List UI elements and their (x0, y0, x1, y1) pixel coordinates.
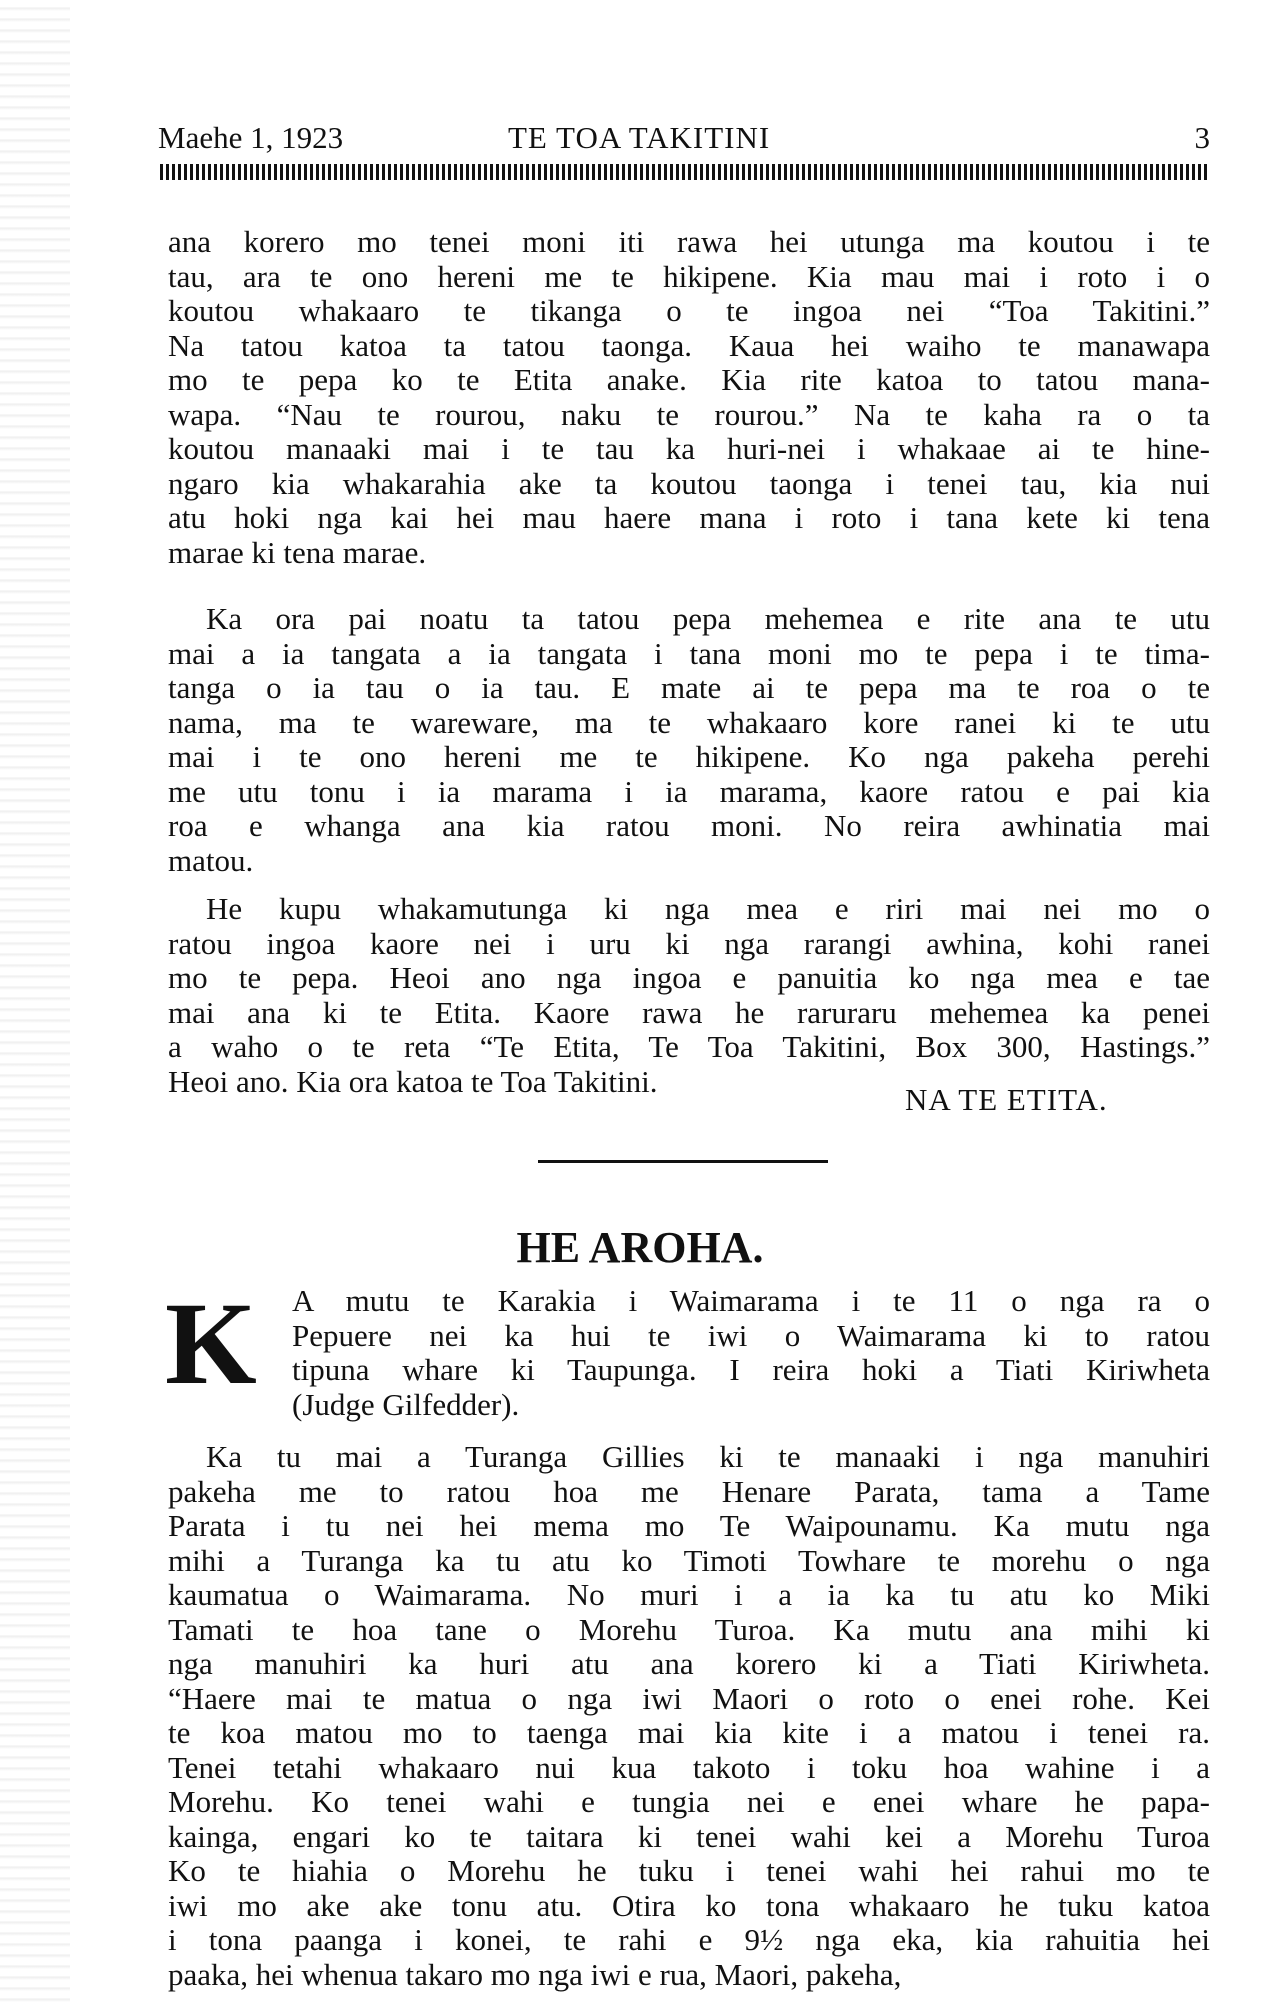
text-line: kaumatua o Waimarama. No muri i a ia ka tu atu ko Miki (168, 1577, 1210, 1612)
text-line: mihi a Turanga ka tu atu ko Timoti Towhare te morehu o nga (168, 1542, 1210, 1578)
text-line: atu hoki nga kai hei mau haere mana i roto i tana kete ki tena (168, 500, 1210, 535)
editorial-paragraph-2 (168, 602, 1210, 878)
text-line: Ka ora pai noatu ta tatou pepa mehemea e rite ana te utu (206, 601, 1210, 636)
text-line: tanga o ia tau o ia tau. E mate ai te pepa ma te roa o te (168, 670, 1210, 705)
text-line: mai a ia tangata a ia tangata i tana moni mo te pepa i te tima- (168, 635, 1210, 671)
text-line: Ka tu mai a Turanga Gillies ki te manaaki i nga manuhiri (206, 1439, 1210, 1474)
text-line: Ko te hiahia o Morehu he tuku i tenei wahi hei rahui mo te (168, 1853, 1210, 1888)
text-line: matou. (168, 842, 254, 878)
text-line: koutou manaaki mai i te tau ka huri-nei i whakaae ai te hine- (168, 431, 1210, 466)
text-line: mai ana ki te Etita. Kaore rawa he raruraru mehemea ka penei (168, 994, 1210, 1030)
text-line: Na tatou katoa ta tatou taonga. Kaua hei waiho te manawapa (168, 327, 1210, 363)
text-line: ratou ingoa kaore nei i uru ki nga rarangi awhina, kohi ranei (168, 925, 1210, 961)
text-line: me utu tonu i ia marama i ia marama, kaore ratou e pai kia (168, 773, 1210, 809)
text-line: mo te pepa ko te Etita anake. Kia rite katoa to tatou mana- (168, 362, 1210, 397)
scan-edge (0, 0, 70, 2009)
text-line: kainga, engari ko te taitara ki tenei wahi kei a Morehu Turoa (168, 1818, 1210, 1854)
text-line: nga manuhiri ka huri atu ana korero ki a Tiati Kiriwheta. (168, 1646, 1210, 1681)
article-paragraph-1 (292, 1284, 1210, 1422)
text-line: Parata i tu nei hei mema mo Te Waipounamu. Ka mutu nga (168, 1508, 1210, 1543)
text-line: koutou whakaaro te tikanga o te ingoa nei “Toa Takitini.” (168, 293, 1210, 328)
text-line: Heoi ano. Kia ora katoa te Toa Takitini. (168, 1063, 658, 1099)
text-line: mai i te ono hereni me te hikipene. Ko nga pakeha perehi (168, 739, 1210, 774)
text-line: ngaro kia whakarahia ake ta koutou taonga i tenei tau, kia nui (168, 465, 1210, 501)
text-line: ana korero mo tenei moni iti rawa hei utunga ma koutou i te (168, 224, 1210, 259)
text-line: Tenei tetahi whakaaro nui kua takoto i toku hoa wahine i a (168, 1749, 1210, 1785)
text-line: mo te pepa. Heoi ano nga ingoa e panuitia ko nga mea e tae (168, 960, 1210, 995)
text-line: “Haere mai te matua o nga iwi Maori o roto o enei rohe. Kei (168, 1680, 1210, 1716)
text-line: roa e whanga ana kia ratou moni. No reira awhinatia mai (168, 808, 1210, 843)
text-line: He kupu whakamutunga ki nga mea e riri mai nei mo o (206, 891, 1210, 926)
editorial-paragraph-1 (168, 225, 1210, 570)
text-line: paaka, hei whenua takaro mo nga iwi e rua, Maori, pakeha, (168, 1956, 902, 1992)
text-line: pakeha me to ratou hoa me Henare Parata, tama a Tame (168, 1473, 1210, 1509)
text-line: A mutu te Karakia i Waimarama i te 11 o nga ra o (292, 1283, 1210, 1318)
issue-date: Maehe 1, 1923 (158, 120, 344, 155)
text-line: Tamati te hoa tane o Morehu Turoa. Ka mutu ana mihi ki (168, 1611, 1210, 1647)
page-number: 3 (1194, 120, 1210, 155)
text-line: a waho o te reta “Te Etita, Te Toa Takitini, Box 300, Hastings.” (168, 1029, 1210, 1064)
article-paragraph-2 (168, 1440, 1210, 1992)
ornamental-rule (160, 164, 1208, 180)
editorial-paragraph-3 (168, 892, 1210, 1099)
text-line: iwi mo ake ake tonu atu. Otira ko tona whakaaro he tuku katoa (168, 1887, 1210, 1923)
text-line: tipuna whare ki Taupunga. I reira hoki a Tiati Kiriwheta (292, 1352, 1210, 1387)
drop-cap: K (165, 1278, 257, 1409)
text-line: Pepuere nei ka hui te iwi o Waimarama ki to ratou (292, 1317, 1210, 1353)
text-line: Morehu. Ko tenei wahi e tungia nei e enei whare he papa- (168, 1784, 1210, 1819)
text-line: nama, ma te wareware, ma te whakaaro kore ranei ki te utu (168, 704, 1210, 740)
text-line: marae ki tena marae. (168, 534, 427, 570)
running-header (158, 120, 1210, 160)
text-line: (Judge Gilfedder). (292, 1386, 520, 1422)
editor-signature: NA TE ETITA. (905, 1082, 1108, 1117)
publication-title: TE TOA TAKITINI (508, 120, 771, 155)
text-line: wapa. “Nau te rourou, naku te rourou.” Na te kaha ra o ta (168, 396, 1210, 432)
text-line: tau, ara te ono hereni me te hikipene. Kia mau mai i roto i o (168, 258, 1210, 294)
section-divider (538, 1160, 828, 1163)
article-heading: HE AROHA. (516, 1223, 764, 1272)
text-line: i tona paanga i konei, te rahi e 9½ nga eka, kia rahuitia hei (168, 1922, 1210, 1957)
text-line: te koa matou mo to taenga mai kia kite i a matou i tenei ra. (168, 1715, 1210, 1750)
